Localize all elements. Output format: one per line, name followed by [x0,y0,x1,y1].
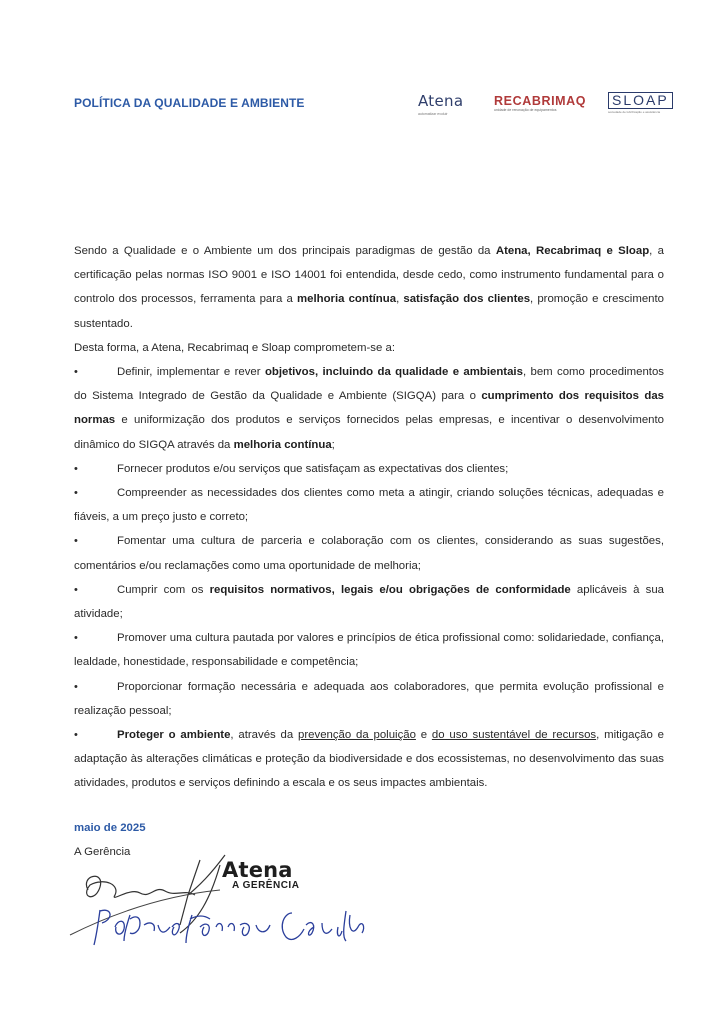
bullet-icon: • [74,680,78,693]
list-item: • Proporcionar formação necessária e adequada aos colaboradores, que permita evolução profissional e realização pessoal; [74,675,664,723]
bullet-icon: • [74,462,78,475]
commitment-lead: Desta forma, a Atena, Recabrimaq e Sloap comprometem-se a: [74,341,395,354]
intro-paragraph: Sendo a Qualidade e o Ambiente um dos principais paradigmas de gestão da Atena, Recabrimaq e Sloap, a certificação pelas normas ISO 9001 e ISO 14001 foi entendida, desde cedo, como instrumento fundamental para o controlo dos processos, ferramenta para a melhoria contínua, satisfação dos clientes, promoção e crescimento sustentado. [74,245,664,330]
list-item: • Definir, implementar e rever objetivos, incluindo da qualidade e ambientais, bem como procedimentos do Sistema Integrado de Gestão da Qualidade e Ambiente (SIGQA) para o cumprimento dos requisitos das normas e uniformização dos produtos e serviços fornecidos pelas empresas, e incentivar o desenvolvimento dinâmico do SIGQA através da melhoria contínua; [74,360,664,457]
atena-logo-text: Atena [418,92,464,110]
bullet-icon: • [74,729,78,742]
list-item: • Proteger o ambiente, através da prevenção da poluição e do uso sustentável de recursos, mitigação e adaptação às alterações climáticas e proteção da biodiversidade e dos ecossistemas, no desenvolvimento das suas atividades, produtos e serviços definindo a escala e os seus impactes ambientais. [74,723,664,796]
atena-logo [418,92,463,116]
list-item: • Fomentar uma cultura de parceria e colaboração com os clientes, considerando as suas sugestões, comentários e/ou reclamações como uma oportunidade de melhoria; [74,529,664,577]
signature-image [60,815,380,965]
recabrimaq-logo-text: RECABRIMAQ [494,94,587,108]
recabrimaq-logo [494,94,586,112]
bullet-icon: • [74,632,78,645]
document-title: POLÍTICA DA QUALIDADE E AMBIENTE [74,96,305,110]
list-item: • Cumprir com os requisitos normativos, legais e/ou obrigações de conformidade aplicáveis à sua atividade; [74,578,664,626]
sloap-logo-text: SLOAP [608,92,673,109]
list-item: • Fornecer produtos e/ou serviços que satisfaçam as expectativas dos clientes; [74,457,664,481]
stamp-brand: Atena [222,858,293,882]
bullet-icon: • [74,583,78,596]
company-logos [418,92,674,132]
company-stamp [222,858,299,891]
document-date: maio de 2025 [74,822,146,834]
signatory-label: A Gerência [74,846,131,858]
sloap-logo [608,92,673,114]
policy-body [74,239,664,796]
stamp-role: A GERÊNCIA [232,880,300,891]
list-item: • Promover uma cultura pautada por valores e princípios de ética profissional como: solidariedade, confiança, lealdade, honestidade, responsabilidade e competência; [74,626,664,674]
list-item: • Compreender as necessidades dos clientes como meta a atingir, criando soluções técnicas, adequadas e fiáveis, a um preço justo e correto; [74,481,664,529]
bullet-icon: • [74,535,78,548]
bullet-icon: • [74,487,78,500]
bullet-icon: • [74,366,78,379]
sloap-logo-tagline: sociedade de lubrificação e assistência [608,110,661,114]
recabrimaq-logo-tagline: unidade de renovação de equipamentos [494,108,557,112]
commitment-list [74,360,664,796]
atena-logo-tagline: automatizar evoluir [418,112,448,116]
